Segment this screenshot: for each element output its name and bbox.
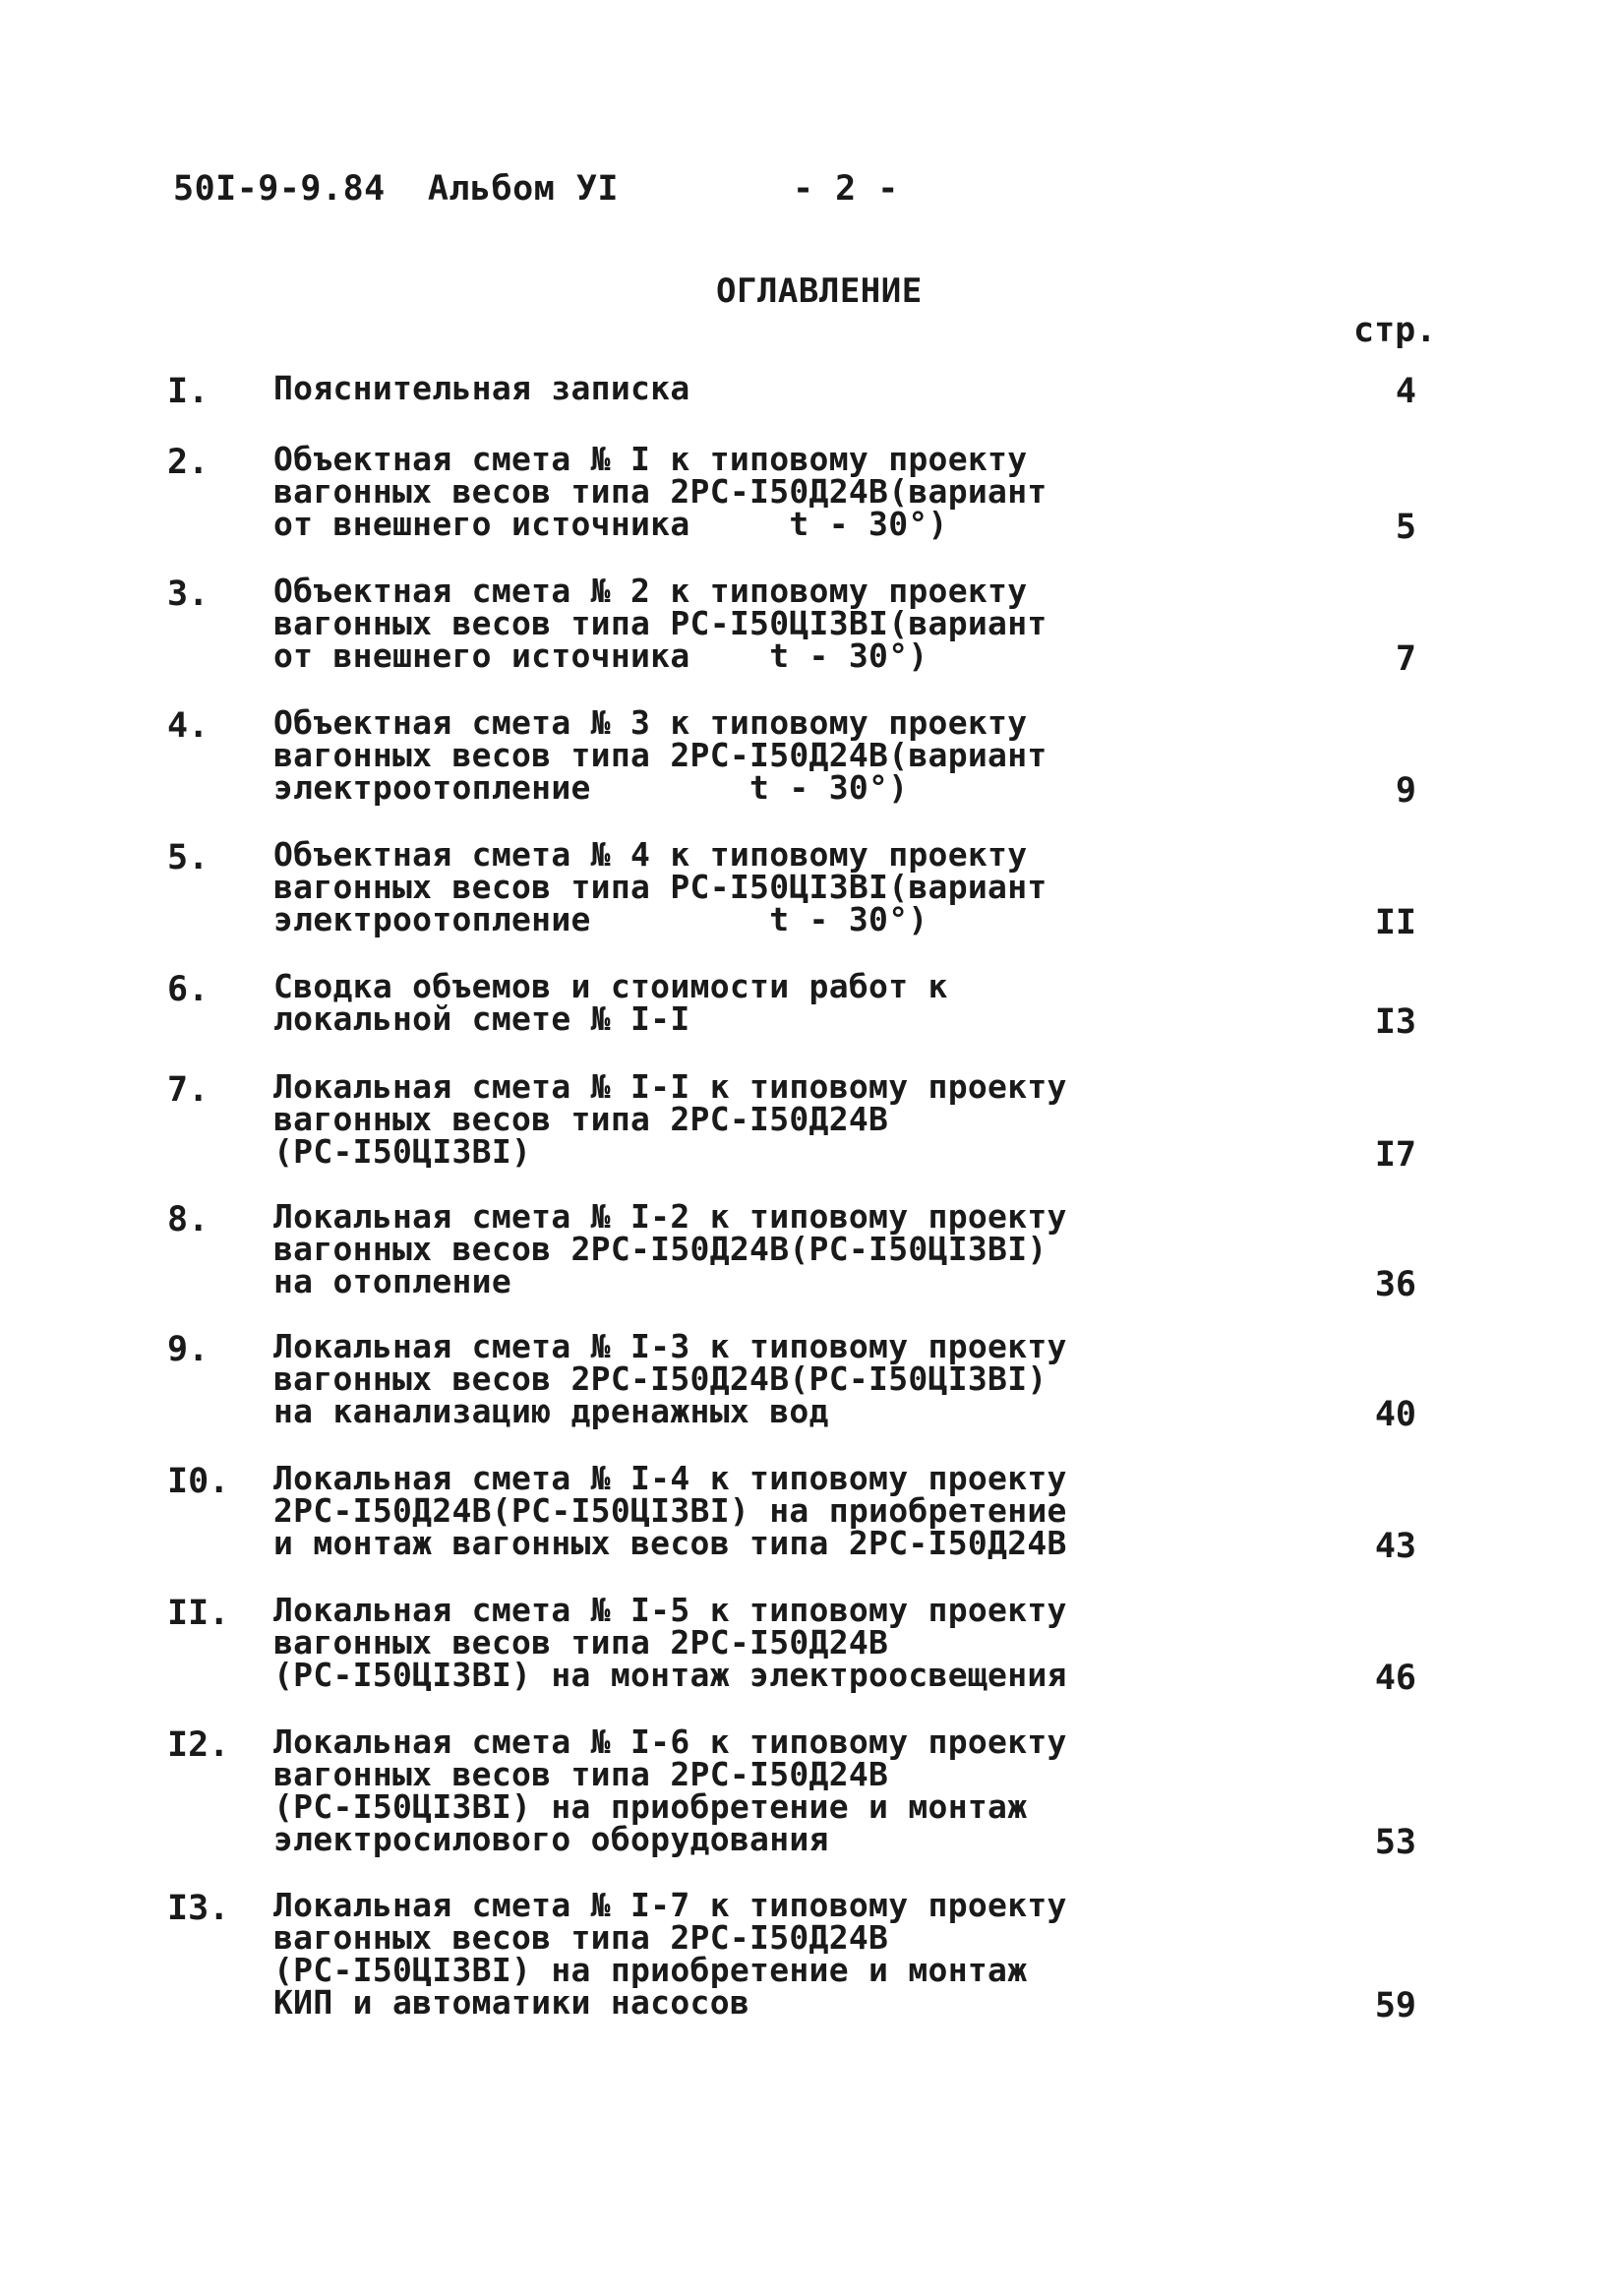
- toc-entry-number: 3.: [167, 574, 210, 614]
- toc-entry-text: [273, 967, 1316, 1038]
- toc-entry-number: 4.: [167, 706, 210, 746]
- toc-entry-line: 2РС-I50Д24В(РС-I50ЦI3ВI) на приобретение: [273, 1491, 1067, 1530]
- toc-entry-line: Локальная смета № I-7 к типовому проекту: [273, 1886, 1067, 1924]
- toc-entry-line: вагонных весов типа 2РС-I50Д24В(вариант: [273, 736, 1048, 774]
- toc-entry-line: от внешнего источника t - 30°): [273, 636, 928, 675]
- toc-entry-line: Объектная смета № 4 к типовому проекту: [273, 835, 1028, 874]
- toc-entry-page: I7: [1374, 1135, 1416, 1175]
- toc-entry-number: 5.: [167, 838, 210, 877]
- page-title: ОГЛАВЛЕНИЕ: [716, 272, 923, 311]
- toc-entry-text: [273, 1327, 1316, 1430]
- toc-entry-line: вагонных весов типа РС-I50ЦI3ВI(вариант: [273, 868, 1048, 906]
- toc-entry-page: 5: [1395, 508, 1416, 547]
- toc-entry-line: Сводка объемов и стоимости работ к: [273, 967, 948, 1005]
- toc-entry-line: и монтаж вагонных весов типа 2РС-I50Д24В: [273, 1524, 1067, 1562]
- toc-entry-page: 7: [1395, 639, 1416, 679]
- toc-entry-line: Локальная смета № I-3 к типовому проекту: [273, 1327, 1067, 1365]
- toc-entry-line: Локальная смета № I-4 к типовому проекту: [273, 1459, 1067, 1497]
- toc-entry-text: [273, 835, 1316, 938]
- toc-entry-page: 40: [1374, 1395, 1416, 1434]
- toc-entry-line: (РС-I50ЦI3ВI) на приобретение и монтаж: [273, 1951, 1028, 1989]
- toc-entry-line: локальной смете № I-I: [273, 999, 690, 1038]
- toc-entry-line: на канализацию дренажных вод: [273, 1392, 829, 1430]
- toc-entry-line: на отопление: [273, 1262, 512, 1300]
- toc-entry-number: 2.: [167, 443, 210, 482]
- toc-entry-line: Объектная смета № I к типовому проекту: [273, 440, 1028, 478]
- toc-entry-line: вагонных весов 2РС-I50Д24В(РС-I50ЦI3ВI): [273, 1230, 1048, 1268]
- toc-entry-line: электросилового оборудования: [273, 1820, 829, 1858]
- toc-entry-line: (РС-I50ЦI3ВI) на монтаж электроосвещения: [273, 1656, 1067, 1694]
- toc-entry-line: от внешнего источника t - 30°): [273, 505, 948, 543]
- toc-entry-page: 59: [1374, 1986, 1416, 2025]
- page-column-label: стр.: [1353, 311, 1437, 350]
- toc-entry-line: вагонных весов типа 2РС-I50Д24В: [273, 1755, 889, 1793]
- toc-entry-line: Локальная смета № I-6 к типовому проекту: [273, 1722, 1067, 1761]
- toc-entry-line: электроотопление t - 30°): [273, 768, 909, 807]
- toc-entry-line: Объектная смета № 3 к типовому проекту: [273, 703, 1028, 742]
- toc-entry-line: (РС-I50ЦI3ВI): [273, 1132, 532, 1171]
- toc-entry-line: Объектная смета № 2 к типовому проекту: [273, 572, 1028, 610]
- toc-entry-number: I.: [167, 372, 210, 411]
- toc-entry-text: [273, 1722, 1316, 1858]
- toc-entry-line: вагонных весов типа 2РС-I50Д24В: [273, 1100, 889, 1138]
- toc-entry-number: I3.: [167, 1889, 230, 1928]
- toc-entry-page: 36: [1374, 1265, 1416, 1304]
- toc-entry-line: вагонных весов типа 2РС-I50Д24В: [273, 1918, 889, 1957]
- document-code: 50I-9-9.84 Альбом УI: [173, 169, 620, 209]
- toc-entry-line: Пояснительная записка: [273, 369, 690, 407]
- toc-entry-number: II.: [167, 1594, 230, 1633]
- toc-entry-line: Локальная смета № I-5 к типовому проекту: [273, 1591, 1067, 1629]
- toc-entry-page: II: [1374, 903, 1416, 942]
- toc-entry-page: 46: [1374, 1659, 1416, 1698]
- toc-entry-line: вагонных весов типа 2РС-I50Д24В(вариант: [273, 472, 1048, 511]
- toc-entry-line: (РС-I50ЦI3ВI) на приобретение и монтаж: [273, 1787, 1028, 1826]
- toc-entry-line: вагонных весов типа РС-I50ЦI3ВI(вариант: [273, 604, 1048, 642]
- page-number: - 2 -: [793, 169, 899, 209]
- toc-entry-page: 4: [1395, 372, 1416, 411]
- toc-entry-line: КИП и автоматики насосов: [273, 1983, 750, 2022]
- toc-entry-line: вагонных весов 2РС-I50Д24В(РС-I50ЦI3ВI): [273, 1359, 1048, 1398]
- toc-entry-page: 9: [1395, 771, 1416, 811]
- toc-entry-line: вагонных весов типа 2РС-I50Д24В: [273, 1623, 889, 1662]
- toc-entry-text: [273, 1886, 1316, 2022]
- toc-entry-number: 6.: [167, 970, 210, 1009]
- toc-entry-text: [273, 1459, 1316, 1562]
- toc-entry-text: [273, 1067, 1316, 1171]
- toc-entry-text: [273, 1197, 1316, 1300]
- toc-entry-number: 7.: [167, 1070, 210, 1110]
- toc-entry-line: электроотопление t - 30°): [273, 900, 928, 938]
- toc-entry-text: [273, 440, 1316, 543]
- toc-entry-number: 9.: [167, 1330, 210, 1369]
- toc-entry-text: [273, 703, 1316, 807]
- toc-entry-text: [273, 572, 1316, 675]
- toc-entry-number: I0.: [167, 1462, 230, 1501]
- toc-entry-number: I2.: [167, 1725, 230, 1765]
- toc-entry-line: Локальная смета № I-I к типовому проекту: [273, 1067, 1067, 1106]
- toc-entry-text: [273, 369, 1316, 407]
- toc-entry-line: Локальная смета № I-2 к типовому проекту: [273, 1197, 1067, 1236]
- toc-entry-page: 43: [1374, 1527, 1416, 1566]
- toc-entry-text: [273, 1591, 1316, 1694]
- toc-entry-page: I3: [1374, 1002, 1416, 1042]
- toc-entry-page: 53: [1374, 1823, 1416, 1862]
- toc-entry-number: 8.: [167, 1200, 210, 1239]
